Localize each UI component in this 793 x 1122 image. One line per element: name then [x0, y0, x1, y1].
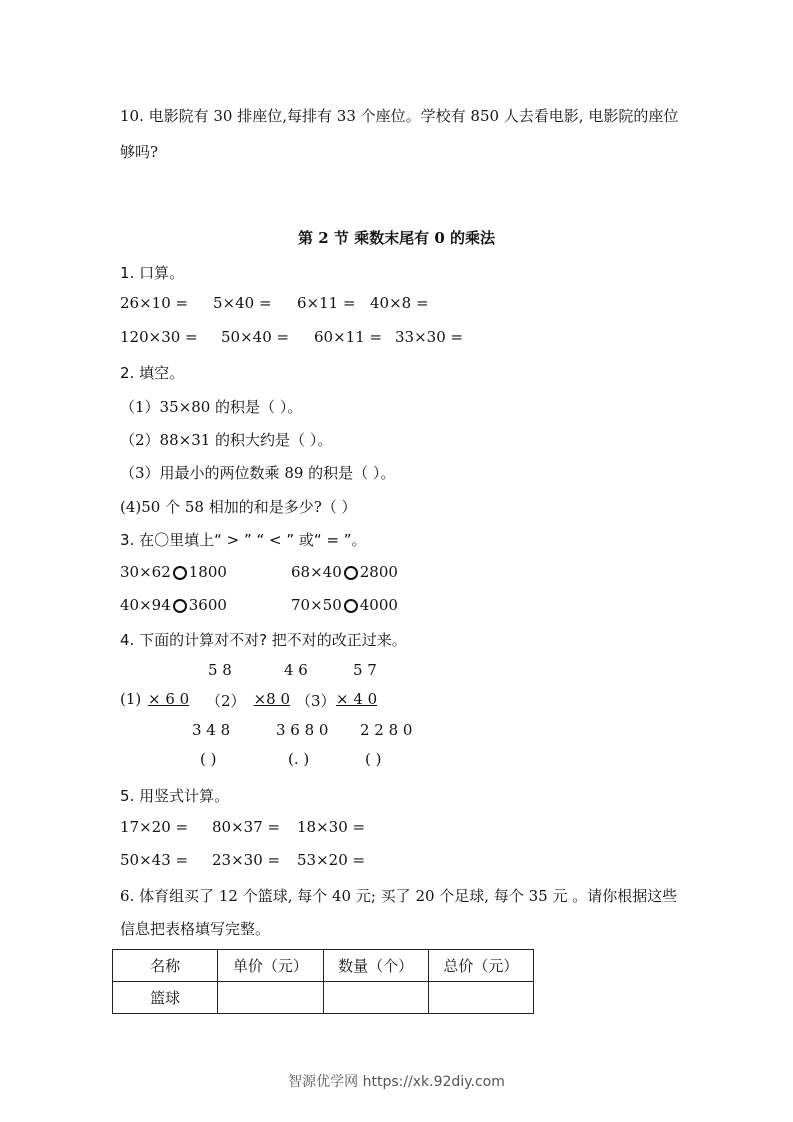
table-header-cell: 数量（个）	[323, 950, 428, 982]
table-header-cell: 单价（元）	[218, 950, 323, 982]
q3-right-value: 1800	[188, 563, 227, 581]
q1-row-1-item: 5×40 =	[213, 294, 272, 312]
q5-row-2-item: 23×30 =	[212, 851, 281, 869]
q4-answer-bracket: (. )	[288, 750, 310, 768]
table-header-row	[113, 950, 534, 982]
q4-result: 2 2 8 0	[360, 721, 413, 739]
table-cell	[323, 982, 428, 1014]
q5-row-2-item: 53×20 =	[297, 851, 366, 869]
q3-compare-4	[291, 596, 398, 614]
q3-left-expr: 70×50	[291, 596, 342, 614]
table-header-cell: 名称	[113, 950, 218, 982]
table-header-cell: 总价（元）	[428, 950, 533, 982]
q4-answer-bracket: ( )	[200, 750, 217, 768]
blank-circle-icon	[344, 566, 358, 580]
q5-row-1-item: 18×30 =	[297, 818, 366, 836]
q1-row-2-item: 120×30 =	[120, 328, 198, 346]
blank-circle-icon	[173, 566, 187, 580]
q3-heading: 3. 在〇里填上“ > ” “ < ” 或“ = ”。	[120, 531, 367, 549]
q2-item-2: （2）88×31 的积大约是（ ）。	[120, 431, 333, 449]
q3-left-expr: 40×94	[120, 596, 171, 614]
q4-heading: 4. 下面的计算对不对? 把不对的改正过来。	[120, 631, 407, 649]
q1-row-2-item: 50×40 =	[221, 328, 290, 346]
q4-answer-bracket: ( )	[365, 750, 382, 768]
q4-multiplier: × 6 0	[148, 690, 190, 708]
q6-line-1: 6. 体育组买了 12 个篮球, 每个 40 元; 买了 20 个足球, 每个 35 元 。请你根据这些	[120, 887, 678, 905]
q1-heading: 1. 口算。	[120, 264, 185, 282]
section-title: 第 2 节 乘数末尾有 0 的乘法	[298, 229, 495, 247]
q1-row-2-item: 33×30 =	[395, 328, 464, 346]
q4-result: 3 6 8 0	[276, 721, 329, 739]
q3-right-value: 3600	[188, 596, 227, 614]
q5-heading: 5. 用竖式计算。	[120, 787, 230, 805]
q4-top-number: 5 7	[353, 661, 377, 679]
q3-left-expr: 30×62	[120, 563, 171, 581]
q2-item-4: (4)50 个 58 相加的和是多少?（ ）	[120, 498, 357, 516]
q3-compare-2	[291, 563, 398, 581]
blank-circle-icon	[344, 599, 358, 613]
blank-circle-icon	[173, 599, 187, 613]
q4-result: 3 4 8	[192, 721, 231, 739]
q4-top-number: 4 6	[284, 661, 308, 679]
q4-label: （2）	[206, 692, 246, 710]
q2-item-3: （3）用最小的两位数乘 89 的积是（ ）。	[120, 464, 396, 482]
q5-row-1-item: 80×37 =	[212, 818, 281, 836]
q2-heading: 2. 填空。	[120, 364, 185, 382]
q2-item-1: （1）35×80 的积是（ ）。	[120, 398, 303, 416]
q10-line-2: 够吗?	[120, 143, 159, 161]
q1-row-1-item: 26×10 =	[120, 294, 189, 312]
table-cell: 篮球	[113, 982, 218, 1014]
q10-line-1: 10. 电影院有 30 排座位,每排有 33 个座位。学校有 850 人去看电影, 电影院的座位	[120, 107, 679, 125]
q4-multiplier: ×8 0	[253, 690, 290, 708]
table-cell	[218, 982, 323, 1014]
q1-row-1-item: 6×11 =	[297, 294, 356, 312]
q3-right-value: 2800	[359, 563, 398, 581]
q3-compare-3	[120, 596, 227, 614]
table-cell	[428, 982, 533, 1014]
footer-watermark: 智源优学网 https://xk.92diy.com	[288, 1074, 505, 1090]
q5-row-1-item: 17×20 =	[120, 818, 189, 836]
table-row	[113, 982, 534, 1014]
q6-line-2: 信息把表格填写完整。	[120, 920, 271, 938]
q4-multiplier: × 4 0	[336, 690, 378, 708]
q1-row-1-item: 40×8 =	[370, 294, 429, 312]
q4-label: （3）	[296, 692, 336, 710]
price-table	[112, 949, 534, 1014]
q1-row-2-item: 60×11 =	[314, 328, 383, 346]
q3-left-expr: 68×40	[291, 563, 342, 581]
q4-top-number: 5 8	[208, 661, 232, 679]
q5-row-2-item: 50×43 =	[120, 851, 189, 869]
q4-label: (1)	[120, 690, 142, 708]
q3-compare-1	[120, 563, 227, 581]
q3-right-value: 4000	[359, 596, 398, 614]
